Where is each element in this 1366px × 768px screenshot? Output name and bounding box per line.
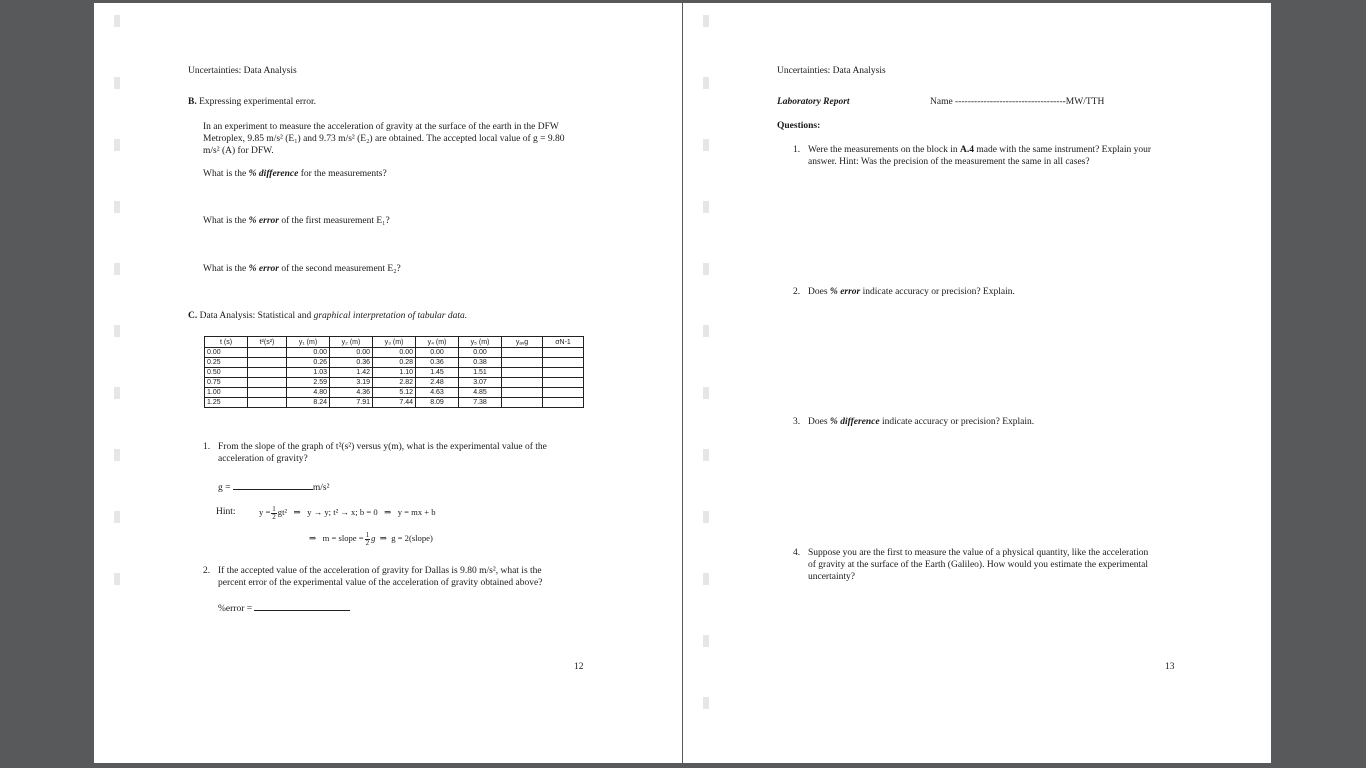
table-cell[interactable] <box>543 348 584 358</box>
table-cell: 7.91 <box>330 398 373 408</box>
table-cell[interactable] <box>502 358 543 368</box>
table-cell: 1.51 <box>459 368 502 378</box>
table-cell: 4.80 <box>287 388 330 398</box>
table-cell: 0.00 <box>330 348 373 358</box>
table-cell: 0.00 <box>287 348 330 358</box>
questions-heading: Questions: <box>777 121 821 131</box>
table-cell: 7.44 <box>373 398 416 408</box>
table-cell: 0.25 <box>205 358 248 368</box>
table-header-cell: y₅ (m) <box>459 337 502 348</box>
binder-hole-marks <box>114 15 120 615</box>
table-cell: 3.19 <box>330 378 373 388</box>
table-cell: 0.50 <box>205 368 248 378</box>
hint-equation-row-2: ⇒ m = slope = $\frac{1}{2}$ g ⇒ g = 2(slope) <box>309 530 433 547</box>
table-cell: 2.59 <box>287 378 330 388</box>
percent-error-answer-line: %error = <box>218 601 350 615</box>
percent-error-blank[interactable] <box>254 601 350 611</box>
g-answer-line: g = m/s² <box>218 480 329 494</box>
section-c-title: C. Data Analysis: Statistical and graphical interpretation of tabular data. <box>188 311 468 321</box>
table-cell: 0.36 <box>416 358 459 368</box>
hint-label: Hint: <box>216 507 236 517</box>
table-cell: 0.38 <box>459 358 502 368</box>
hint-equation-row-1: y = $\frac{1}{2}$ gt² ⇒ y → y; t² → x; b = 0 ⇒ y = mx + b <box>259 504 436 521</box>
table-row <box>205 378 584 388</box>
section-b-paragraph-line-2: Metroplex, 9.85 m/s² (E₁) and 9.73 m/s² (E₂) are obtained. The accepted local value of g = 9.80 <box>203 134 565 144</box>
table-cell[interactable] <box>502 388 543 398</box>
question-4-line-3: uncertainty? <box>808 572 855 582</box>
page-number: 13 <box>1165 662 1175 672</box>
g-answer-blank[interactable] <box>233 480 313 490</box>
table-cell: 2.48 <box>416 378 459 388</box>
question-percent-difference: What is the % difference for the measurements? <box>203 169 387 179</box>
table-header-cell: y₃ (m) <box>373 337 416 348</box>
question-1-line-2: answer. Hint: Was the precision of the measurement the same in all cases? <box>808 157 1090 167</box>
table-cell: 0.75 <box>205 378 248 388</box>
binder-hole-marks <box>703 15 709 735</box>
table-cell[interactable] <box>543 378 584 388</box>
table-cell: 1.00 <box>205 388 248 398</box>
table-cell: 0.00 <box>205 348 248 358</box>
table-header-cell: y₂ (m) <box>330 337 373 348</box>
table-header-cell: yₐᵥg <box>502 337 543 348</box>
table-cell[interactable] <box>502 398 543 408</box>
report-title: Laboratory Report <box>777 97 850 107</box>
question-1-line-1: Were the measurements on the block in A.4 made with the same instrument? Explain your <box>808 145 1152 155</box>
table-header-row <box>205 337 584 348</box>
table-cell[interactable] <box>248 368 287 378</box>
table-cell: 1.25 <box>205 398 248 408</box>
c-question-1-line-2: acceleration of gravity? <box>218 454 308 464</box>
table-cell[interactable] <box>248 398 287 408</box>
table-cell: 4.63 <box>416 388 459 398</box>
section-b-paragraph-line-1: In an experiment to measure the acceleration of gravity at the surface of the earth in the DFW <box>203 122 559 132</box>
table-header-cell: σN-1 <box>543 337 584 348</box>
document-page-13 <box>683 3 1271 763</box>
table-cell[interactable] <box>248 358 287 368</box>
table-cell[interactable] <box>502 378 543 388</box>
table-header-cell: y₁ (m) <box>287 337 330 348</box>
document-page-12 <box>94 3 682 763</box>
table-cell: 1.45 <box>416 368 459 378</box>
table-cell: 2.82 <box>373 378 416 388</box>
question-3: Does % difference indicate accuracy or precision? Explain. <box>808 417 1035 427</box>
table-cell[interactable] <box>502 348 543 358</box>
section-b-title: B. Expressing experimental error. <box>188 97 316 107</box>
table-cell: 1.42 <box>330 368 373 378</box>
table-cell: 7.38 <box>459 398 502 408</box>
c-question-1-line-1: From the slope of the graph of t²(s²) versus y(m), what is the experimental value of the <box>218 442 547 452</box>
table-cell: 4.85 <box>459 388 502 398</box>
c-question-1-number: 1. <box>203 442 211 452</box>
table-row <box>205 358 584 368</box>
question-1-number: 1. <box>793 145 801 155</box>
table-header-cell: t (s) <box>205 337 248 348</box>
data-table <box>204 336 584 408</box>
table-cell[interactable] <box>543 388 584 398</box>
table-cell[interactable] <box>248 388 287 398</box>
running-header: Uncertainties: Data Analysis <box>777 66 886 76</box>
question-2: Does % error indicate accuracy or precision? Explain. <box>808 287 1015 297</box>
table-header-cell: y₄ (m) <box>416 337 459 348</box>
table-row <box>205 368 584 378</box>
table-row <box>205 398 584 408</box>
table-cell: 0.36 <box>330 358 373 368</box>
name-line: Name -----------------------------------MW/TTH <box>930 97 1105 107</box>
page-number: 12 <box>574 662 584 672</box>
table-cell[interactable] <box>543 398 584 408</box>
table-cell: 0.00 <box>459 348 502 358</box>
table-cell: 0.26 <box>287 358 330 368</box>
table-cell: 4.36 <box>330 388 373 398</box>
question-percent-error-2: What is the % error of the second measurement E₂? <box>203 264 401 274</box>
table-cell[interactable] <box>248 348 287 358</box>
table-cell: 3.07 <box>459 378 502 388</box>
table-cell: 8.09 <box>416 398 459 408</box>
table-cell: 1.03 <box>287 368 330 378</box>
table-row <box>205 388 584 398</box>
c-question-2-number: 2. <box>203 566 211 576</box>
table-header-cell: t²(s²) <box>248 337 287 348</box>
running-header: Uncertainties: Data Analysis <box>188 66 297 76</box>
table-cell: 1.10 <box>373 368 416 378</box>
question-percent-error-1: What is the % error of the first measurement E₁? <box>203 216 390 226</box>
section-b-paragraph-line-3: m/s² (A) for DFW. <box>203 146 274 156</box>
table-cell[interactable] <box>543 358 584 368</box>
table-cell[interactable] <box>248 378 287 388</box>
question-4-number: 4. <box>793 548 801 558</box>
c-question-2-line-1: If the accepted value of the acceleration of gravity for Dallas is 9.80 m/s², what is the <box>218 566 542 576</box>
question-4-line-2: of gravity at the surface of the Earth (Galileo). How would you estimate the experimental <box>808 560 1149 570</box>
question-3-number: 3. <box>793 417 801 427</box>
table-cell[interactable] <box>502 368 543 378</box>
table-cell: 5.12 <box>373 388 416 398</box>
table-cell[interactable] <box>543 368 584 378</box>
table-body <box>205 348 584 408</box>
c-question-2-line-2: percent error of the experimental value of the acceleration of gravity obtained above? <box>218 578 543 588</box>
table-cell: 8.24 <box>287 398 330 408</box>
table-cell: 0.00 <box>373 348 416 358</box>
table-cell: 0.00 <box>416 348 459 358</box>
table-row <box>205 348 584 358</box>
question-2-number: 2. <box>793 287 801 297</box>
question-4-line-1: Suppose you are the first to measure the value of a physical quantity, like the acceleration <box>808 548 1149 558</box>
table-cell: 0.28 <box>373 358 416 368</box>
